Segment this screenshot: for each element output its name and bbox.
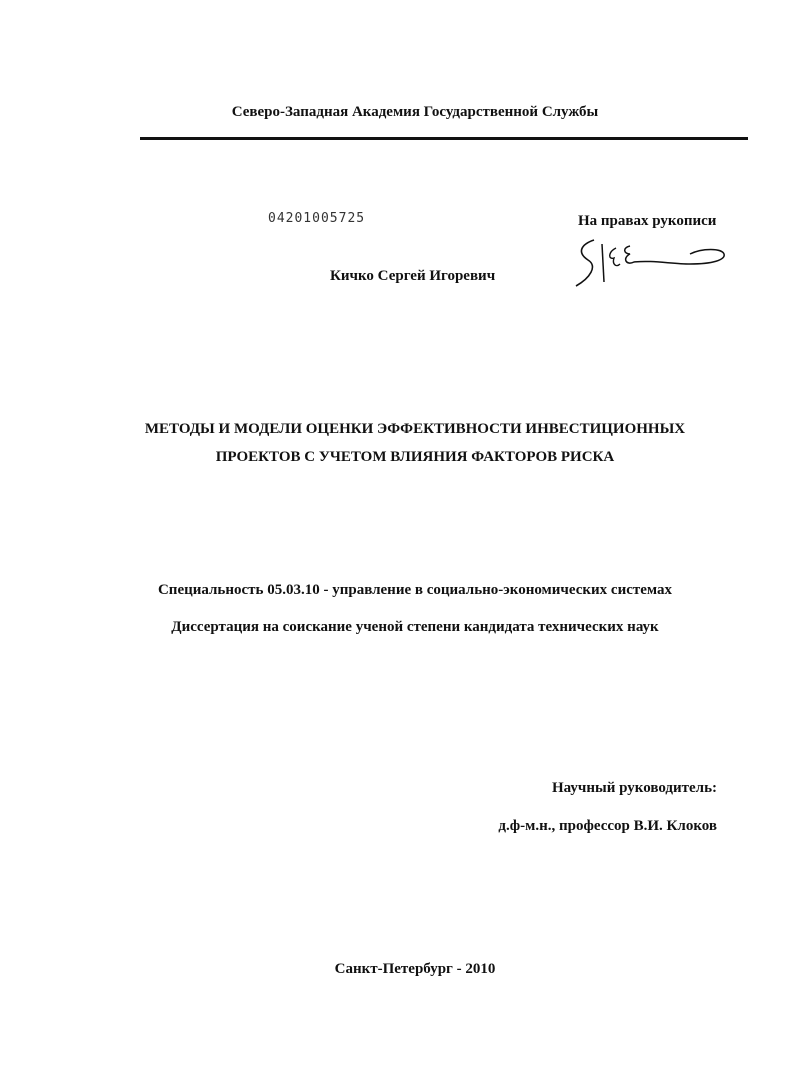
- author-name: Кичко Сергей Игоревич: [330, 268, 496, 284]
- thesis-title-line-2: ПРОЕКТОВ С УЧЕТОМ ВЛИЯНИЯ ФАКТОРОВ РИСКА: [215, 449, 615, 465]
- supervisor-name: д.ф-м.н., профессор В.И. Клоков: [498, 818, 717, 834]
- specialty: Специальность 05.03.10 - управление в социально-экономических системах: [157, 582, 673, 598]
- institution-name: Северо-Западная Академия Государственной Службы: [231, 104, 599, 120]
- header-divider: [140, 137, 748, 140]
- thesis-title-line-1: МЕТОДЫ И МОДЕЛИ ОЦЕНКИ ЭФФЕКТИВНОСТИ ИНВЕСТИЦИОННЫХ: [144, 421, 686, 437]
- manuscript-rights-note: На правах рукописи: [578, 213, 717, 229]
- signature: [572, 234, 732, 290]
- city-year: Санкт-Петербург - 2010: [334, 961, 496, 977]
- degree-statement: Диссертация на соискание ученой степени кандидата технических наук: [171, 619, 659, 635]
- supervisor-label: Научный руководитель:: [552, 780, 717, 796]
- registration-number: 04201005725: [268, 211, 366, 226]
